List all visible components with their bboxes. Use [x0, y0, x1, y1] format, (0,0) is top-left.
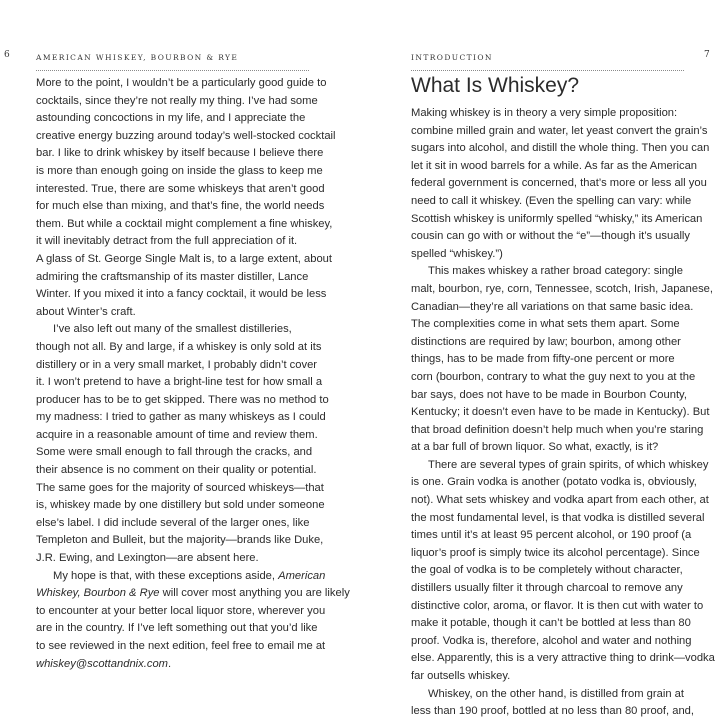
text-line: Templeton and Bulleit, but the majority—brands like Duke,: [36, 534, 324, 547]
body-text: [36, 75, 350, 673]
text-line: producer has to be to get skipped. There was no method to: [36, 393, 329, 406]
text-line: bar. I like to drink whiskey by itself because I believe there: [36, 147, 324, 160]
text-line: combine milled grain and water, let yeast convert the grain’s: [411, 124, 708, 137]
text-line: This makes whiskey a rather broad category: single: [428, 265, 683, 278]
text-line: make it potable, though it can’t be bottled at less than 80: [411, 617, 691, 630]
text-line: distillery or in a very small market, I probably didn’t cover: [36, 358, 318, 371]
text-line: the goal of vodka is to be completely without character,: [411, 564, 683, 577]
text-line: distinctions are required by law; bourbon, among other: [411, 335, 681, 348]
text-line: else’s label. I did include several of the larger ones, like: [36, 516, 310, 529]
text-line: bar says, does not have to be made in Bourbon County,: [411, 388, 687, 401]
text-line: to see reviewed in the next edition, feel free to email me at: [36, 640, 326, 652]
text-line: is more than enough going on inside the glass to keep me: [36, 164, 323, 177]
text-line: distinctive color, aroma, or flavor. It is then cut with water to: [411, 599, 704, 612]
text-line: acquire in a reasonable amount of time and review them.: [36, 428, 318, 441]
text-line: Some were small enough to fall through the cracks, and: [36, 446, 313, 459]
page-number: 6: [4, 50, 10, 60]
text-line: are in the country. If I’ve left something out that you’d like: [36, 622, 318, 635]
text-line: sugars into alcohol, and distill the whole thing. Then you can: [411, 142, 710, 155]
left-page: [0, 0, 360, 720]
text-line: let it sit in wood barrels for a while. As far as the American: [411, 159, 698, 172]
running-head: INTRODUCTION: [411, 53, 493, 62]
text-line: distillers usually filter it through charcoal to remove any: [411, 582, 683, 595]
body-text: [411, 105, 715, 721]
text-line: admiring the craftsmanship of its master distiller, Lance: [36, 270, 309, 283]
text-line: J.R. Ewing, and Lexington—are absent here.: [36, 552, 259, 565]
text-line: Scottish whiskey is uniformly spelled “whisky,” its American: [411, 212, 703, 225]
text-line: liquor’s proof is simply twice its alcohol percentage). Since: [411, 546, 700, 559]
text-line: Making whiskey is in theory a very simple proposition:: [411, 107, 678, 119]
text-line: it. I won’t pretend to have a bright-line test for how small a: [36, 376, 323, 389]
text-line: Kentucky; it doesn’t even have to be made in Kentucky). But: [411, 406, 710, 419]
text-line: them. But while a cocktail might complement a fine whiskey,: [36, 217, 333, 230]
text-line: corn (bourbon, contrary to what the guy next to you at the: [411, 370, 696, 383]
text-line: it will inevitably detract from the full appreciation of it.: [36, 235, 298, 248]
text-line: my madness: I tried to gather as many whiskeys as I could: [36, 411, 326, 424]
text-line: that broad definition doesn’t help much when you’re staring: [411, 423, 704, 436]
text-line: I’ve also left out many of the smallest distilleries,: [53, 323, 292, 336]
text-line: spelled “whiskey.”): [411, 247, 503, 260]
text-run: will cover most anything you are likely: [159, 587, 350, 600]
text-line: federal government is concerned, that’s more or less all you: [411, 177, 707, 190]
text-line: More to the point, I wouldn’t be a particularly good guide to: [36, 77, 327, 89]
text-line: at a bar full of brown liquor. So what, exactly, is it?: [411, 441, 659, 454]
text-line: The same goes for the majority of sourced whiskeys—that: [36, 481, 324, 494]
text-line: Winter. If you mixed it into a fancy cocktail, it would be less: [36, 288, 327, 301]
page-number: 7: [704, 50, 710, 60]
text-line: cousin can go with or without the “e”—though it’s usually: [411, 230, 691, 243]
text-line: astounding concoctions in my life, and I appreciate the: [36, 112, 306, 125]
text-line: Canadian—they’re all variations on that same basic idea.: [411, 300, 694, 313]
text-line: to encounter at your better local liquor store, wherever you: [36, 604, 326, 617]
text-line: is one. Grain vodka is another (potato vodka is, obviously,: [411, 476, 697, 489]
email-address: whiskey@scottandnix.com: [36, 657, 168, 670]
text-line: not). What sets whiskey and vodka apart from each other, at: [411, 494, 709, 507]
text-line: There are several types of grain spirits, of which whiskey: [428, 458, 709, 471]
text-line: the most fundamental level, is that vodka is distilled several: [411, 511, 705, 524]
text-line: proof. Vodka is, therefore, alcohol and water and nothing: [411, 634, 692, 647]
right-page: [360, 0, 720, 720]
header-rule: [36, 70, 309, 71]
book-title-italic: American: [278, 569, 326, 582]
text-line: for much else than mixing, and that’s fine, the world needs: [36, 200, 325, 213]
text-run: My hope is that, with these exceptions aside,: [53, 569, 279, 582]
running-head: AMERICAN WHISKEY, BOURBON & RYE: [36, 53, 239, 62]
text-line: need to call it whiskey. (Even the spelling can vary: while: [411, 194, 692, 207]
text-line: A glass of St. George Single Malt is, to a large extent, about: [36, 252, 333, 265]
text-line: less than 190 proof, bottled at no less than 80 proof, and,: [411, 705, 694, 718]
text-line: things, has to be made from fifty-one percent or more: [411, 353, 675, 366]
text-line: though not all. By and large, if a whiskey is only sold at its: [36, 340, 322, 353]
section-heading: What Is Whiskey?: [411, 74, 580, 97]
header-rule: [411, 70, 684, 71]
text-line: cocktails, since they’re not really my thing. I’ve had some: [36, 94, 318, 107]
text-line: far outsells whiskey.: [411, 670, 511, 682]
text-line: [36, 656, 316, 674]
book-title-italic: Whiskey, Bourbon & Rye: [36, 587, 160, 600]
text-line: malt, bourbon, rye, corn, Tennessee, scotch, Irish, Japanese,: [411, 282, 714, 295]
text-line: creative energy buzzing around today’s well-stocked cocktail: [36, 129, 336, 142]
text-line: Whiskey, on the other hand, is distilled from grain at: [428, 687, 684, 700]
text-line: is, whiskey made by one distillery but sold under someone: [36, 499, 325, 512]
text-line: [36, 568, 326, 586]
text-line: else. Apparently, this is a very attractive thing to drink—vodka: [411, 652, 715, 665]
text-line: about Winter’s craft.: [36, 305, 136, 318]
text-line: times until it’s at least 95 percent alcohol, or 190 proof (a: [411, 529, 692, 542]
text-line: [36, 585, 350, 603]
text-line: The complexities come in what sets them apart. Some: [411, 318, 680, 331]
text-line: their absence is no comment on their quality or potential.: [36, 464, 317, 477]
text-line: interested. True, there are some whiskeys that aren’t good: [36, 182, 325, 195]
text-run: .: [167, 657, 172, 670]
